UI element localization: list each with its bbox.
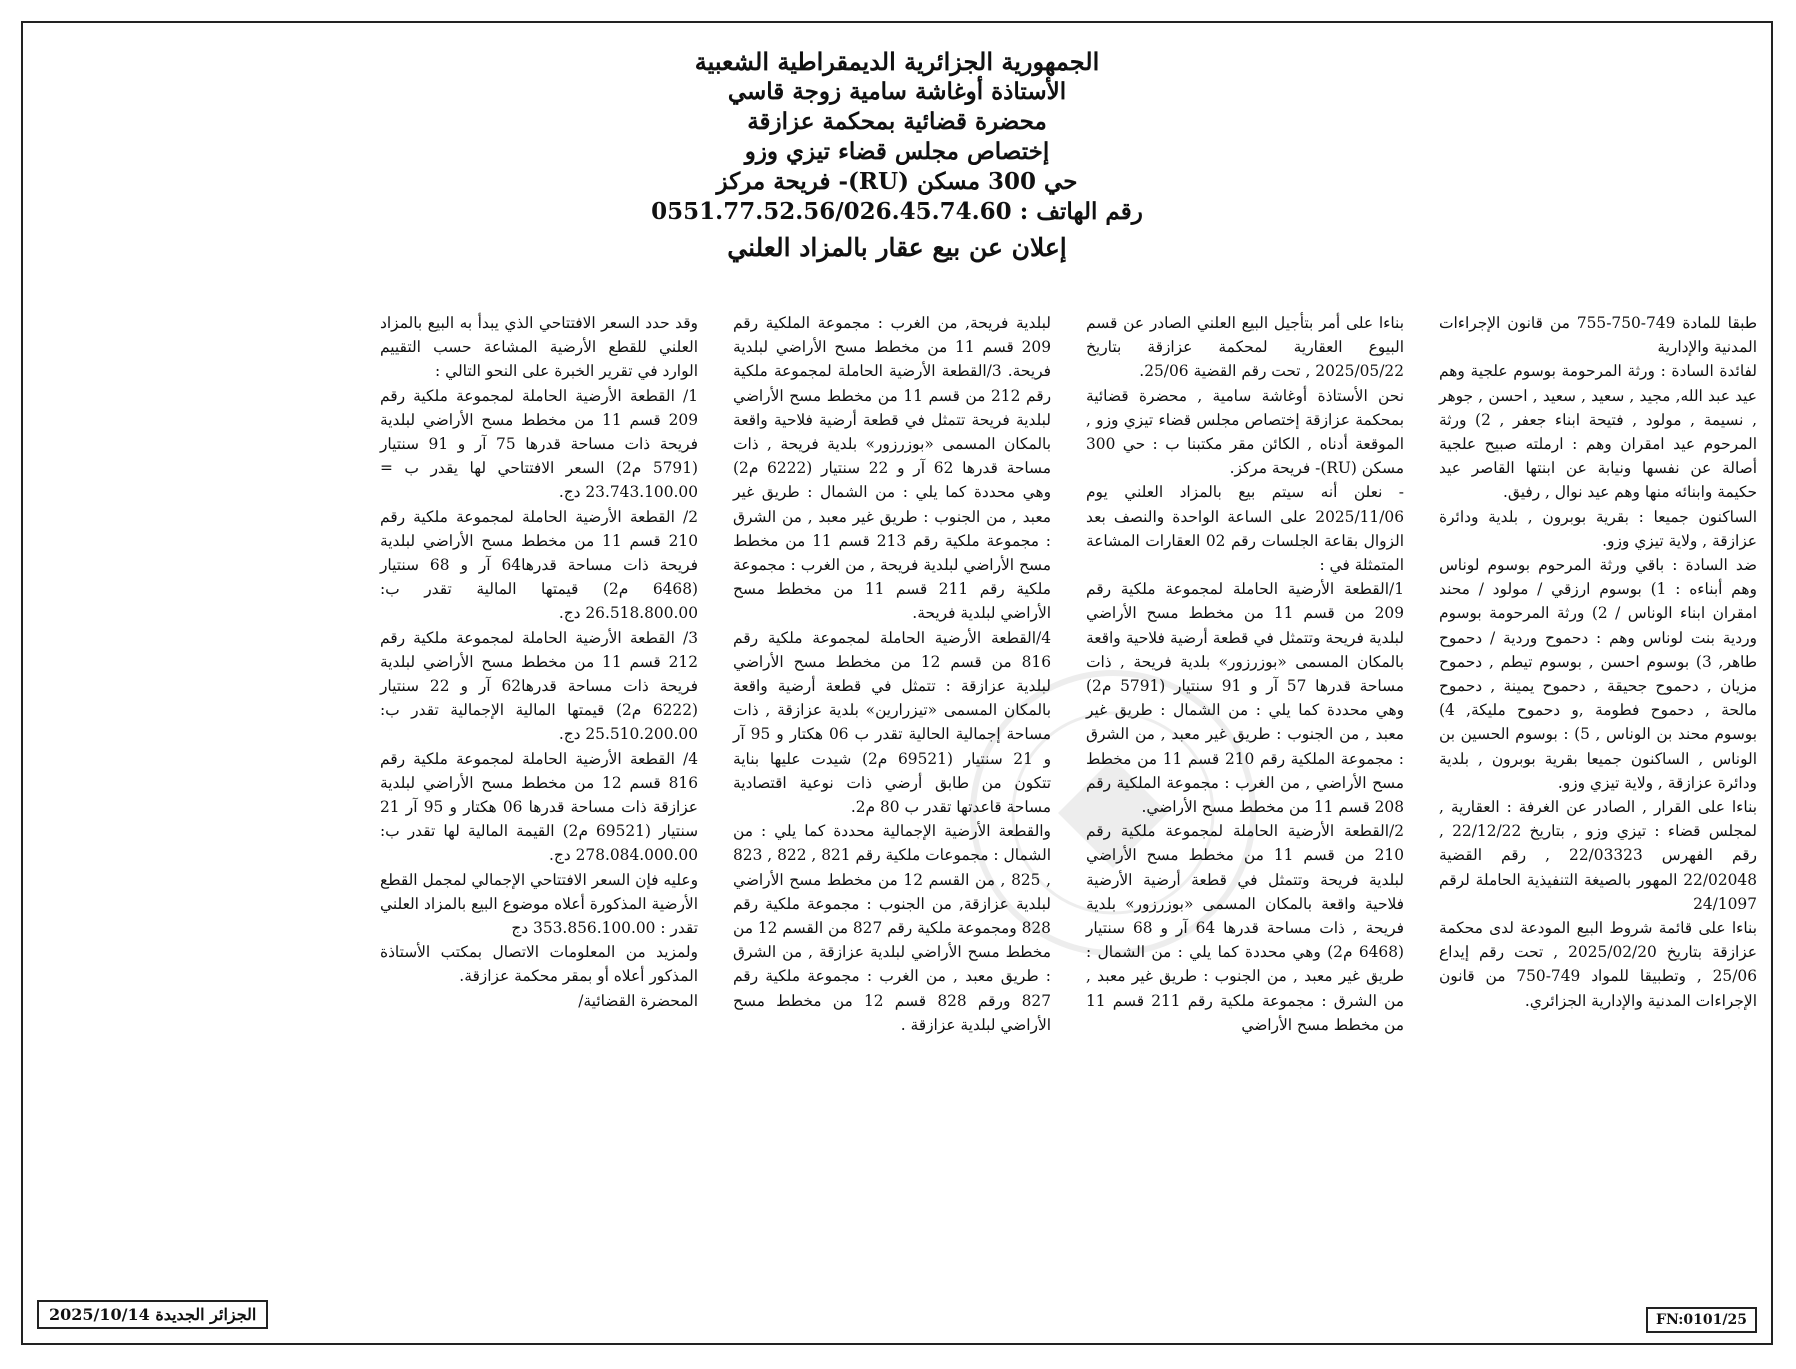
- phone-label: رقم الهاتف :: [1011, 198, 1143, 225]
- bailiff-name: الأستاذة أوغاشة سامية زوجة قاسي: [727, 78, 1067, 105]
- announcement-header: [23, 47, 1771, 263]
- column-plots-description: لبلدية فريحة, من الغرب : مجموعة الملكية رقم 209 قسم 11 من مخطط مسح الأراضي لبلدية فريحة. 3/القطعة الأرضية الحاملة لمجموعة ملكية رقم 212 من قسم 11 من مخطط مسح الأراضي لبلدية فريحة تتمثل في قطعة أرضية فلاحية واقعة بالمكان المسمى «بوزرزور» بلدية فريحة , ذات مساحة قدرها 62 آر و 22 سنتيار (6222 م2) وهي محددة كما يلي : من الشمال : طريق غير معبد , من الجنوب : طريق غير معبد , من الشرق : مجموعة ملكية رقم 213 قسم 11 من مخطط مسح الأراضي لبلدية فريحة , من الغرب : مجموعة ملكية رقم 211 قسم 11 من مخطط مسح الأراضي لبلدية فريحة. 4/القطعة الأرضية الحاملة لمجموعة ملكية رقم 816 من قسم 12 من مخطط مسح الأراضي لبلدية عزازقة : تتمثل في قطعة أرضية واقعة بالمكان المسمى «تيزرارين» بلدية عزازقة , ذات مساحة إجمالية الحالية تقدر ب 06 هكتار و 95 آر و 21 سنتيار (69521 م2) شيدت عليها بناية تتكون من طابق أرضي ذات نوعية اقتصادية مساحة قاعدتها تقدر ب 80 م2. والقطعة الأرضية الإجمالية محددة كما يلي : من الشمال : مجموعات ملكية رقم 821 , 822 , 823 , 825 , من القسم 12 من مخطط مسح الأراضي لبلدية عزازقة, من الجنوب : مجموعة ملكية رقم 828 ومجموعة ملكية رقم 827 من القسم 12 من مخطط مسح الأراضي لبلدية عزازقة , من الشرق : طريق معبد , من الغرب : مجموعة ملكية رقم 827 ورقم 828 قسم 12 من مخطط مسح الأراضي لبلدية عزازقة .: [733, 314, 1051, 1034]
- column-opening-prices: وقد حدد السعر الافتتاحي الذي يبدأ به البيع بالمزاد العلني للقطع الأرضية المشاعة حسب التقييم الوارد في تقرير الخبرة على النحو التالي : 1/ القطعة الأرضية الحاملة لمجموعة ملكية رقم 209 قسم 11 من مخطط مسح الأراضي لبلدية فريحة ذات مساحة قدرها 75 آر و 91 سنتيار (5791 م2) السعر الافتتاحي لها يقدر ب = 23.743.100.00 دج. 2/ القطعة الأرضية الحاملة لمجموعة ملكية رقم 210 قسم 11 من مخطط مسح الأراضي لبلدية فريحة ذات مساحة قدرها64 آر و 68 سنتيار (6468 م2) قيمتها المالية تقدر ب: 26.518.800.00 دج. 3/ القطعة الأرضية الحاملة لمجموعة ملكية رقم 212 قسم 11 من مخطط مسح الأراضي لبلدية فريحة ذات مساحة قدرها62 آر و 22 سنتيار (6222 م2) قيمتها المالية الإجمالية تقدر ب: 25.510.200.00 دج. 4/ القطعة الأرضية الحاملة لمجموعة ملكية رقم 816 قسم 12 من مخطط مسح الأراضي لبلدية عزازقة ذات مساحة قدرها 06 هكتار و 95 آر 21 سنتيار (69521 م2) القيمة المالية لها تقدر ب: 278.084.000.00 دج. وعليه فإن السعر الافتتاحي الإجمالي لمجمل القطع الأرضية المذكورة أعلاه موضوع البيع بالمزاد العلني تقدر : 353.856.100.00 دج ولمزيد من المعلومات الاتصال بمكتب الأستاذة المذكور أعلاه أو بمقر محكمة عزازقة. المحضرة القضائية/: [380, 314, 699, 1010]
- announcement-title: إعلان عن بيع عقار بالمزاد العلني: [727, 233, 1067, 262]
- announcement-page: [21, 21, 1773, 1345]
- fn-reference-box: FN:0101/25: [1646, 1307, 1757, 1333]
- phone-number: 0551.77.52.56/026.45.74.60: [651, 198, 1012, 225]
- column-sale-notice: بناءا على أمر بتأجيل البيع العلني الصادر عن قسم البيوع العقارية لمحكمة عزازقة بتاريخ 2025/05/22 , تحت رقم القضية 25/06. نحن الأستاذة أوغاشة سامية , محضرة قضائية بمحكمة عزازقة إختصاص مجلس قضاء تيزي وزو , الموقعة أدناه , الكائن مقر مكتبنا ب : حي 300 مسكن (RU)- فريحة مركز. - نعلن أنه سيتم بيع بالمزاد العلني يوم 2025/11/06 على الساعة الواحدة والنصف بعد الزوال بقاعة الجلسات رقم 02 العقارات المشاعة المتمثلة في : 1/القطعة الأرضية الحاملة لمجموعة ملكية رقم 209 من قسم 11 من مخطط مسح الأراضي لبلدية فريحة وتتمثل في قطعة أرضية فلاحية واقعة بالمكان المسمى «بوزرزور» بلدية فريحة , ذات مساحة قدرها 57 آر و 91 سنتيار (5791 م2) وهي محددة كما يلي : من الشمال : طريق غير معبد , من الجنوب : طريق غير معبد , من الشرق : مجموعة الملكية رقم 210 قسم 11 من مخطط مسح الأراضي , من الغرب : مجموعة الملكية رقم 208 قسم 11 من مخطط مسح الأراضي. 2/القطعة الأرضية الحاملة لمجموعة ملكية رقم 210 من قسم 11 من مخطط مسح الأراضي لبلدية فريحة وتتمثل في قطعة أرضية الأرضية فلاحية واقعة بالمكان المسمى «بوزرزور» بلدية فريحة , ذات مساحة قدرها 64 آر و 68 سنتيار (6468 م2) وهي محددة كما يلي : من الشمال : طريق غير معبد , من الجنوب : طريق غير معبد , من الشرق : مجموعة ملكية رقم 211 قسم 11 من مخطط مسح الأراضي: [1086, 314, 1405, 1034]
- text-columns: [380, 311, 1758, 1311]
- publication-box: الجزائر الجديدة 2025/10/14: [37, 1300, 268, 1329]
- column-parties: طبقا للمادة 749-750-755 من قانون الإجراءات المدنية والإدارية لفائدة السادة : ورثة المرحومة بوسوم علجية وهم عيد عبد الله, مجيد , سعيد , سعيد , احسن , جوهر , نسيمة , مولود , فتيحة ابناء جعفر , 2) ورثة المرحوم عيد امقران وهم : ارملته صبيح علجية أصالة عن نفسها ونيابة عن ابنتها القاصر عيد حكيمة وابنائه منها وهم عيد نوال , رفيق. الساكنون جميعا : بقرية بوبرون , بلدية ودائرة عزازقة , ولاية تيزي وزو. ضد السادة : باقي ورثة المرحوم بوسوم لوناس وهم أبناءه : 1) بوسوم ارزقي / مولود / محند امقران ابناء الوناس / 2) ورثة المرحومة بوسوم وردية بنت لوناس وهم : دحموح وردية / دحموح طاهر, 3) بوسوم احسن , بوسوم تيطم , دحموح مزيان , دحموح جحيقة , دحموح يمينة , دحموح مالحة , دحموح فطومة ,و دحموح مليكة, 4) بوسوم محند بن الوناس , 5) : بوسوم الحسين بن الوناس , الساكنون جميعا بقرية بوبرون , بلدية ودائرة عزازقة , ولاية تيزي وزو. بناءا على القرار , الصادر عن الغرفة : العقارية , لمجلس قضاء : تيزي وزو , بتاريخ 22/12/22 , رقم الفهرس 22/03323 , رقم القضية 22/02048 المهور بالصيغة التنفيذية الحاملة لرقم 24/1097 بناءا على قائمة شروط البيع المودعة لدى محكمة عزازقة بتاريخ 2025/02/20 , تحت رقم إيداع 25/06 , وتطبيقا للمواد 749-750 من قانون الإجراءات المدنية والإدارية الجزائري.: [1439, 314, 1758, 1010]
- republic-name: الجمهورية الجزائرية الديمقراطية الشعبية: [694, 47, 1100, 76]
- court-office: محضرة قضائية بمحكمة عزازقة: [747, 108, 1047, 135]
- jurisdiction: إختصاص مجلس قضاء تيزي وزو: [744, 138, 1050, 165]
- phone-line: [23, 197, 1771, 227]
- office-address: حي 300 مسكن (RU)- فريحة مركز: [716, 168, 1078, 195]
